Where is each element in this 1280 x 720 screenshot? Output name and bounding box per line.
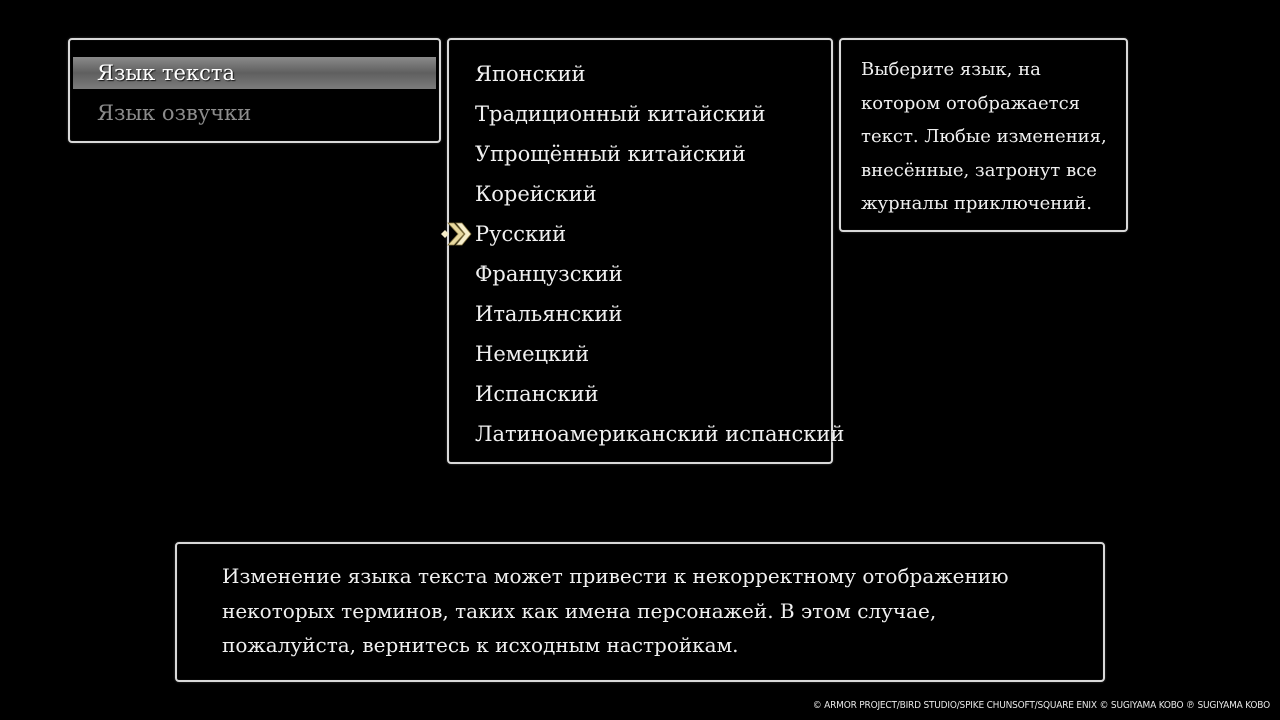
help-description: Выберите язык, на котором отображается текст. Любые изменения, внесённые, затронут все журналы приключений.	[861, 59, 1107, 214]
copyright-notice: © ARMOR PROJECT/BIRD STUDIO/SPIKE CHUNSOFT/SQUARE ENIX © SUGIYAMA KOBO ℗ SUGIYAMA KOBO	[812, 700, 1270, 711]
language-option-latin-american-spanish[interactable]: Латиноамериканский испанский	[475, 422, 845, 446]
language-option-simplified-chinese[interactable]: Упрощённый китайский	[475, 142, 746, 166]
language-option-italian[interactable]: Итальянский	[475, 302, 623, 326]
language-option-japanese[interactable]: Японский	[475, 62, 586, 86]
language-option-korean[interactable]: Корейский	[475, 182, 597, 206]
language-option-spanish[interactable]: Испанский	[475, 382, 599, 406]
language-option-german[interactable]: Немецкий	[475, 342, 590, 366]
language-option-french[interactable]: Французский	[475, 262, 623, 286]
menu-item-text-language[interactable]: Язык текста	[73, 57, 436, 89]
notice-message: Изменение языка текста может привести к некорректному отображению некоторых терминов, таких как имена персонажей. В этом случае, пожалуйста, вернитесь к исходным настройкам.	[222, 564, 1009, 657]
language-list	[475, 54, 844, 454]
selection-cursor-icon	[440, 218, 472, 250]
menu-item-voice-language[interactable]: Язык озвучки	[97, 101, 252, 125]
category-menu-panel	[68, 38, 441, 143]
help-panel	[839, 38, 1128, 232]
notice-panel	[175, 542, 1105, 682]
language-list-panel	[447, 38, 845, 464]
language-option-traditional-chinese[interactable]: Традиционный китайский	[475, 102, 766, 126]
language-option-russian[interactable]: Русский	[475, 222, 567, 246]
